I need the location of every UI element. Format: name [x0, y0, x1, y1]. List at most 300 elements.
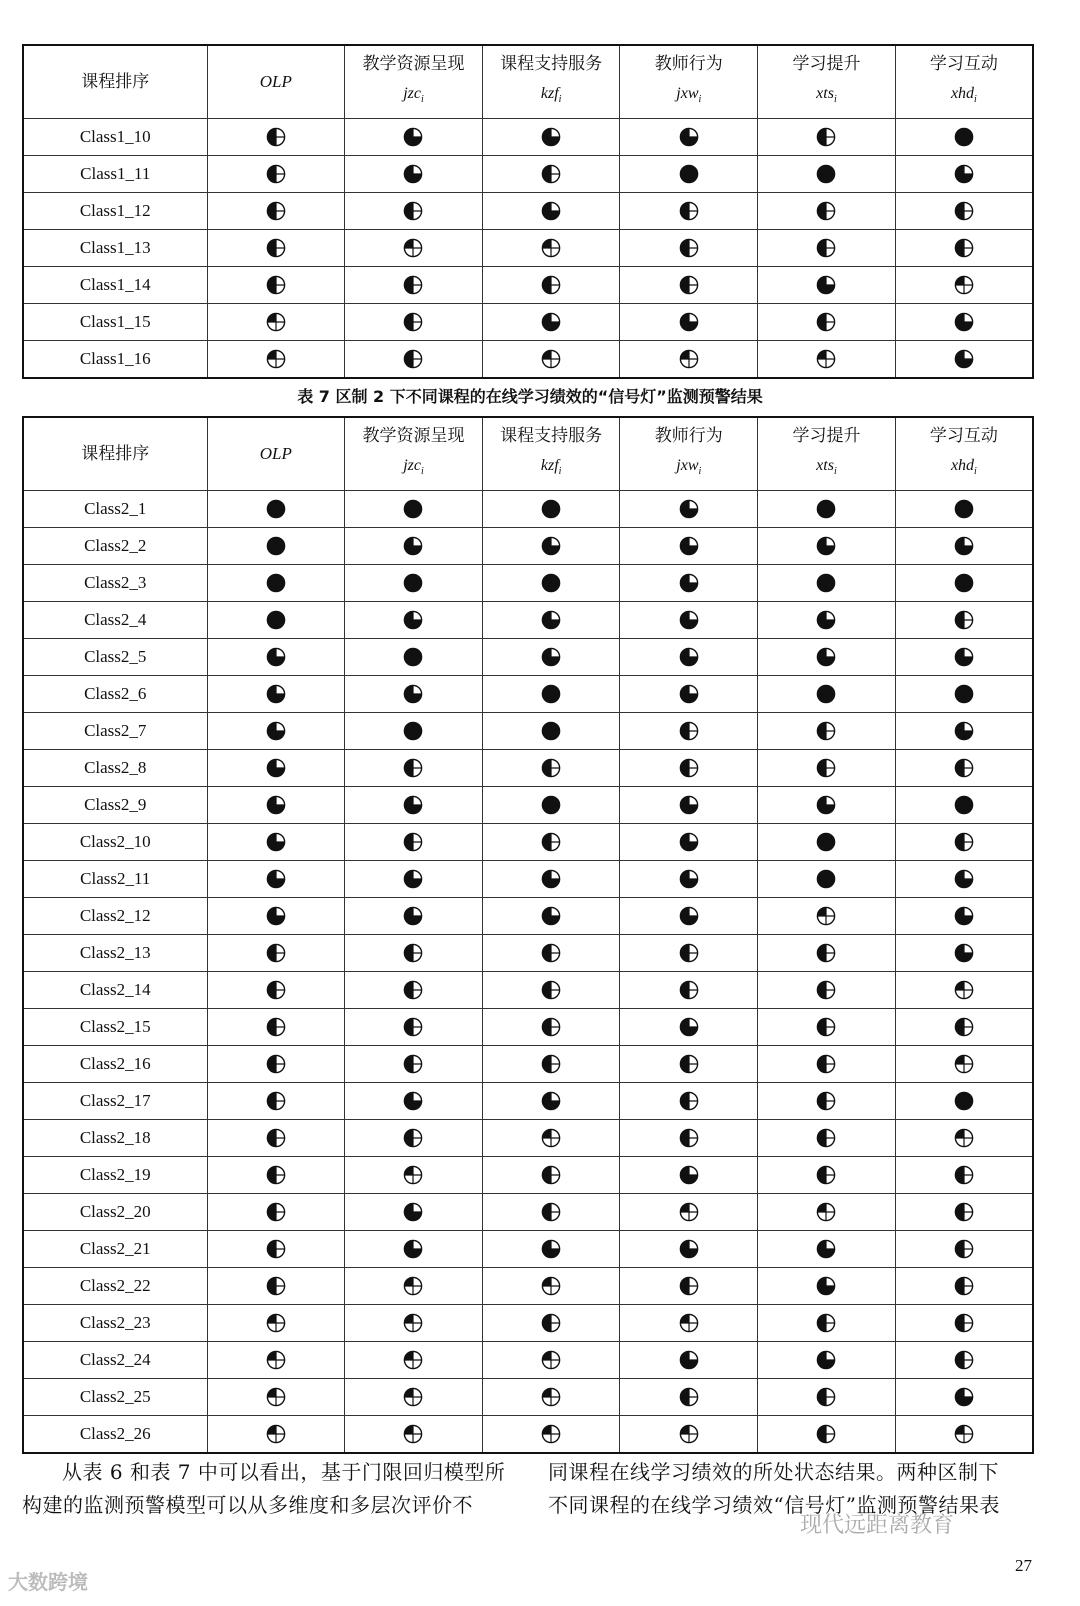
signal-cell [620, 1268, 758, 1305]
row-label: Class2_11 [23, 861, 207, 898]
signal-2-quarter-icon [266, 1017, 286, 1037]
signal-2-quarter-icon [266, 943, 286, 963]
signal-cell [620, 193, 758, 230]
signal-cell [207, 824, 345, 861]
signal-cell [758, 193, 896, 230]
signal-1-quarter-icon [266, 349, 286, 369]
signal-3-quarter-icon [541, 906, 561, 926]
signal-2-quarter-icon [541, 275, 561, 295]
signal-cell [895, 1194, 1033, 1231]
signal-1-quarter-icon [679, 349, 699, 369]
signal-cell [895, 972, 1033, 1009]
signal-3-quarter-icon [541, 201, 561, 221]
signal-cell [895, 787, 1033, 824]
signal-4-quarter-icon [266, 610, 286, 630]
signal-2-quarter-icon [403, 312, 423, 332]
signal-cell [482, 676, 620, 713]
signal-3-quarter-icon [541, 536, 561, 556]
signal-2-quarter-icon [679, 943, 699, 963]
signal-cell [620, 639, 758, 676]
table-row [23, 898, 1033, 935]
header-xhd: 学习互动 xhd$_i$ [895, 417, 1033, 491]
signal-1-quarter-icon [541, 238, 561, 258]
signal-3-quarter-icon [816, 1350, 836, 1370]
signal-2-quarter-icon [816, 1313, 836, 1333]
signal-cell [620, 676, 758, 713]
signal-cell [895, 1416, 1033, 1454]
signal-2-quarter-icon [266, 238, 286, 258]
signal-1-quarter-icon [816, 906, 836, 926]
signal-cell [345, 1157, 483, 1194]
signal-cell [345, 1416, 483, 1454]
signal-cell [207, 1083, 345, 1120]
table-row [23, 1416, 1033, 1454]
signal-4-quarter-icon [954, 1091, 974, 1111]
signal-cell [345, 676, 483, 713]
signal-1-quarter-icon [403, 1276, 423, 1296]
signal-cell [345, 1379, 483, 1416]
signal-cell [895, 1157, 1033, 1194]
signal-cell [620, 1157, 758, 1194]
signal-cell [207, 1120, 345, 1157]
signal-1-quarter-icon [403, 1350, 423, 1370]
signal-1-quarter-icon [266, 1350, 286, 1370]
signal-3-quarter-icon [816, 275, 836, 295]
row-label: Class1_15 [23, 304, 207, 341]
signal-3-quarter-icon [541, 127, 561, 147]
signal-2-quarter-icon [816, 1054, 836, 1074]
header-jxw: 教师行为 jxw$_i$ [620, 417, 758, 491]
signal-2-quarter-icon [266, 1202, 286, 1222]
table-row [23, 193, 1033, 230]
table-row [23, 528, 1033, 565]
row-label: Class1_12 [23, 193, 207, 230]
signal-4-quarter-icon [954, 499, 974, 519]
signal-2-quarter-icon [541, 1165, 561, 1185]
signal-1-quarter-icon [954, 275, 974, 295]
signal-cell [895, 1379, 1033, 1416]
signal-cell [620, 267, 758, 304]
signal-cell [895, 1083, 1033, 1120]
signal-2-quarter-icon [816, 980, 836, 1000]
signal-cell [482, 193, 620, 230]
signal-cell [207, 1046, 345, 1083]
signal-cell [895, 824, 1033, 861]
signal-4-quarter-icon [541, 795, 561, 815]
signal-3-quarter-icon [816, 536, 836, 556]
signal-2-quarter-icon [266, 1239, 286, 1259]
signal-2-quarter-icon [403, 832, 423, 852]
signal-3-quarter-icon [679, 1017, 699, 1037]
signal-2-quarter-icon [816, 1387, 836, 1407]
signal-2-quarter-icon [266, 1128, 286, 1148]
table-row [23, 1157, 1033, 1194]
signal-cell [758, 230, 896, 267]
signal-cell [620, 1046, 758, 1083]
signal-3-quarter-icon [679, 536, 699, 556]
signal-3-quarter-icon [816, 1276, 836, 1296]
signal-2-quarter-icon [679, 980, 699, 1000]
table-row [23, 1046, 1033, 1083]
signal-cell [482, 1379, 620, 1416]
signal-2-quarter-icon [679, 1387, 699, 1407]
signal-cell [758, 898, 896, 935]
signal-3-quarter-icon [954, 312, 974, 332]
signal-2-quarter-icon [816, 943, 836, 963]
signal-2-quarter-icon [403, 201, 423, 221]
signal-cell [482, 1194, 620, 1231]
signal-4-quarter-icon [816, 499, 836, 519]
signal-3-quarter-icon [403, 1239, 423, 1259]
signal-cell [758, 676, 896, 713]
signal-3-quarter-icon [266, 906, 286, 926]
signal-4-quarter-icon [954, 684, 974, 704]
row-label: Class2_6 [23, 676, 207, 713]
signal-2-quarter-icon [541, 1017, 561, 1037]
header-sort: 课程排序 [23, 45, 207, 119]
signal-cell [207, 972, 345, 1009]
signal-1-quarter-icon [541, 1387, 561, 1407]
signal-cell [758, 713, 896, 750]
signal-cell [207, 230, 345, 267]
signal-cell [207, 639, 345, 676]
signal-1-quarter-icon [541, 349, 561, 369]
signal-cell [207, 193, 345, 230]
signal-cell [345, 898, 483, 935]
row-label: Class2_21 [23, 1231, 207, 1268]
signal-cell [758, 1009, 896, 1046]
signal-cell [758, 1305, 896, 1342]
signal-2-quarter-icon [954, 1239, 974, 1259]
table-row [23, 1120, 1033, 1157]
signal-cell [482, 787, 620, 824]
signal-cell [620, 602, 758, 639]
signal-cell [207, 861, 345, 898]
signal-4-quarter-icon [816, 573, 836, 593]
signal-2-quarter-icon [816, 201, 836, 221]
signal-cell [620, 935, 758, 972]
signal-2-quarter-icon [679, 758, 699, 778]
signal-cell [758, 602, 896, 639]
signal-4-quarter-icon [266, 536, 286, 556]
signal-cell [482, 230, 620, 267]
signal-4-quarter-icon [816, 869, 836, 889]
table-row [23, 972, 1033, 1009]
signal-3-quarter-icon [679, 1350, 699, 1370]
signal-3-quarter-icon [816, 610, 836, 630]
row-label: Class2_19 [23, 1157, 207, 1194]
signal-cell [620, 1379, 758, 1416]
signal-cell [345, 713, 483, 750]
signal-cell [758, 750, 896, 787]
signal-cell [345, 1046, 483, 1083]
signal-2-quarter-icon [403, 349, 423, 369]
signal-cell [620, 1231, 758, 1268]
signal-cell [345, 972, 483, 1009]
signal-2-quarter-icon [954, 1350, 974, 1370]
signal-3-quarter-icon [541, 610, 561, 630]
signal-2-quarter-icon [541, 980, 561, 1000]
table-row [23, 787, 1033, 824]
signal-cell [758, 639, 896, 676]
signal-cell [620, 1120, 758, 1157]
signal-2-quarter-icon [954, 1165, 974, 1185]
row-label: Class2_25 [23, 1379, 207, 1416]
signal-3-quarter-icon [403, 1202, 423, 1222]
signal-cell [482, 898, 620, 935]
signal-2-quarter-icon [541, 943, 561, 963]
signal-cell [207, 935, 345, 972]
signal-cell [482, 713, 620, 750]
signal-2-quarter-icon [541, 1054, 561, 1074]
signal-cell [345, 1342, 483, 1379]
signal-cell [758, 861, 896, 898]
signal-1-quarter-icon [816, 1202, 836, 1222]
row-label: Class2_9 [23, 787, 207, 824]
signal-cell [207, 602, 345, 639]
signal-3-quarter-icon [403, 164, 423, 184]
row-label: Class2_8 [23, 750, 207, 787]
signal-3-quarter-icon [954, 869, 974, 889]
signal-cell [345, 1305, 483, 1342]
row-label: Class2_20 [23, 1194, 207, 1231]
signal-4-quarter-icon [403, 499, 423, 519]
signal-cell [482, 639, 620, 676]
signal-cell [345, 787, 483, 824]
signal-cell [345, 1268, 483, 1305]
signal-3-quarter-icon [403, 684, 423, 704]
signal-cell [758, 341, 896, 379]
signal-cell [895, 528, 1033, 565]
signal-cell [895, 676, 1033, 713]
table-row [23, 1231, 1033, 1268]
table-row [23, 267, 1033, 304]
signal-4-quarter-icon [541, 721, 561, 741]
signal-3-quarter-icon [679, 610, 699, 630]
signal-cell [620, 787, 758, 824]
signal-cell [345, 750, 483, 787]
signal-4-quarter-icon [954, 573, 974, 593]
signal-cell [207, 528, 345, 565]
signal-3-quarter-icon [954, 1387, 974, 1407]
row-label: Class2_13 [23, 935, 207, 972]
signal-cell [758, 1194, 896, 1231]
signal-cell [345, 193, 483, 230]
signal-cell [207, 1379, 345, 1416]
table-row [23, 304, 1033, 341]
signal-cell [345, 491, 483, 528]
signal-1-quarter-icon [816, 349, 836, 369]
signal-cell [345, 528, 483, 565]
signal-cell [345, 156, 483, 193]
row-label: Class2_10 [23, 824, 207, 861]
header-xhd: 学习互动 xhd$_i$ [895, 45, 1033, 119]
table-7-body [23, 491, 1033, 1454]
row-label: Class2_22 [23, 1268, 207, 1305]
signal-cell [482, 304, 620, 341]
signal-2-quarter-icon [954, 1202, 974, 1222]
signal-cell [620, 1194, 758, 1231]
signal-2-quarter-icon [954, 832, 974, 852]
signal-cell [758, 1083, 896, 1120]
signal-cell [345, 935, 483, 972]
signal-2-quarter-icon [403, 275, 423, 295]
table-row [23, 1194, 1033, 1231]
signal-3-quarter-icon [954, 647, 974, 667]
signal-2-quarter-icon [541, 758, 561, 778]
row-label: Class2_12 [23, 898, 207, 935]
signal-1-quarter-icon [541, 1350, 561, 1370]
signal-2-quarter-icon [679, 201, 699, 221]
signal-cell [620, 861, 758, 898]
signal-cell [620, 713, 758, 750]
watermark-right: 现代远距离教育 [800, 1513, 955, 1538]
row-label: Class2_7 [23, 713, 207, 750]
signal-cell [345, 1194, 483, 1231]
signal-2-quarter-icon [954, 610, 974, 630]
signal-cell [207, 119, 345, 156]
signal-1-quarter-icon [403, 1387, 423, 1407]
signal-cell [895, 1342, 1033, 1379]
signal-2-quarter-icon [816, 721, 836, 741]
signal-2-quarter-icon [954, 238, 974, 258]
signal-1-quarter-icon [954, 1424, 974, 1444]
signal-cell [482, 1231, 620, 1268]
row-label: Class2_5 [23, 639, 207, 676]
row-label: Class1_13 [23, 230, 207, 267]
signal-4-quarter-icon [816, 832, 836, 852]
signal-cell [895, 898, 1033, 935]
signal-1-quarter-icon [541, 1424, 561, 1444]
signal-cell [345, 602, 483, 639]
signal-cell [895, 341, 1033, 379]
signal-cell [482, 341, 620, 379]
header-jzc: 教学资源呈现 jzc$_i$ [345, 417, 483, 491]
signal-cell [758, 267, 896, 304]
table-row [23, 676, 1033, 713]
signal-2-quarter-icon [954, 201, 974, 221]
signal-2-quarter-icon [266, 1276, 286, 1296]
signal-cell [758, 1268, 896, 1305]
signal-1-quarter-icon [266, 1424, 286, 1444]
signal-cell [620, 304, 758, 341]
signal-2-quarter-icon [266, 275, 286, 295]
row-label: Class2_2 [23, 528, 207, 565]
signal-3-quarter-icon [679, 832, 699, 852]
signal-3-quarter-icon [679, 573, 699, 593]
signal-2-quarter-icon [816, 312, 836, 332]
signal-cell [482, 1416, 620, 1454]
signal-cell [758, 824, 896, 861]
row-label: Class2_24 [23, 1342, 207, 1379]
table-6-header [23, 45, 1033, 119]
signal-cell [482, 1268, 620, 1305]
row-label: Class2_26 [23, 1416, 207, 1454]
header-sort: 课程排序 [23, 417, 207, 491]
signal-3-quarter-icon [954, 906, 974, 926]
row-label: Class1_11 [23, 156, 207, 193]
signal-cell [207, 1342, 345, 1379]
signal-2-quarter-icon [954, 1276, 974, 1296]
signal-cell [620, 1416, 758, 1454]
signal-3-quarter-icon [954, 721, 974, 741]
table-row [23, 565, 1033, 602]
signal-cell [620, 824, 758, 861]
signal-2-quarter-icon [541, 164, 561, 184]
signal-cell [620, 1083, 758, 1120]
signal-3-quarter-icon [266, 832, 286, 852]
signal-4-quarter-icon [954, 127, 974, 147]
signal-cell [758, 1379, 896, 1416]
signal-2-quarter-icon [266, 127, 286, 147]
table-row [23, 341, 1033, 379]
signal-cell [482, 1046, 620, 1083]
signal-cell [895, 267, 1033, 304]
row-label: Class1_16 [23, 341, 207, 379]
signal-1-quarter-icon [403, 238, 423, 258]
header-xts: 学习提升 xts$_i$ [758, 45, 896, 119]
signal-3-quarter-icon [403, 869, 423, 889]
signal-3-quarter-icon [541, 312, 561, 332]
table-row [23, 935, 1033, 972]
signal-3-quarter-icon [541, 869, 561, 889]
signal-cell [895, 750, 1033, 787]
signal-2-quarter-icon [954, 1017, 974, 1037]
signal-cell [345, 824, 483, 861]
row-label: Class2_1 [23, 491, 207, 528]
signal-cell [895, 193, 1033, 230]
signal-4-quarter-icon [266, 573, 286, 593]
signal-cell [895, 602, 1033, 639]
signal-cell [758, 787, 896, 824]
signal-cell [482, 935, 620, 972]
table-row [23, 1379, 1033, 1416]
row-label: Class2_16 [23, 1046, 207, 1083]
signal-4-quarter-icon [403, 721, 423, 741]
signal-cell [482, 861, 620, 898]
signal-2-quarter-icon [679, 1276, 699, 1296]
signal-3-quarter-icon [541, 1091, 561, 1111]
signal-2-quarter-icon [816, 1017, 836, 1037]
signal-cell [895, 639, 1033, 676]
table-row [23, 156, 1033, 193]
table-row [23, 1083, 1033, 1120]
signal-cell [758, 304, 896, 341]
body-line: 从表 6 和表 7 中可以看出，基于门限回归模型所 [62, 1460, 506, 1484]
header-xts: 学习提升 xts$_i$ [758, 417, 896, 491]
signal-cell [895, 156, 1033, 193]
table-row [23, 750, 1033, 787]
signal-cell [758, 565, 896, 602]
signal-2-quarter-icon [816, 127, 836, 147]
row-label: Class1_14 [23, 267, 207, 304]
table-row [23, 1009, 1033, 1046]
signal-2-quarter-icon [266, 1165, 286, 1185]
watermark-left: 大数跨境 [8, 1570, 88, 1594]
signal-1-quarter-icon [954, 1128, 974, 1148]
table-row [23, 713, 1033, 750]
row-label: Class2_4 [23, 602, 207, 639]
signal-2-quarter-icon [679, 1091, 699, 1111]
signal-cell [345, 639, 483, 676]
signal-3-quarter-icon [679, 1165, 699, 1185]
signal-cell [758, 119, 896, 156]
signal-cell [758, 1342, 896, 1379]
signal-cell [620, 565, 758, 602]
signal-3-quarter-icon [403, 610, 423, 630]
table-row [23, 824, 1033, 861]
signal-cell [207, 898, 345, 935]
